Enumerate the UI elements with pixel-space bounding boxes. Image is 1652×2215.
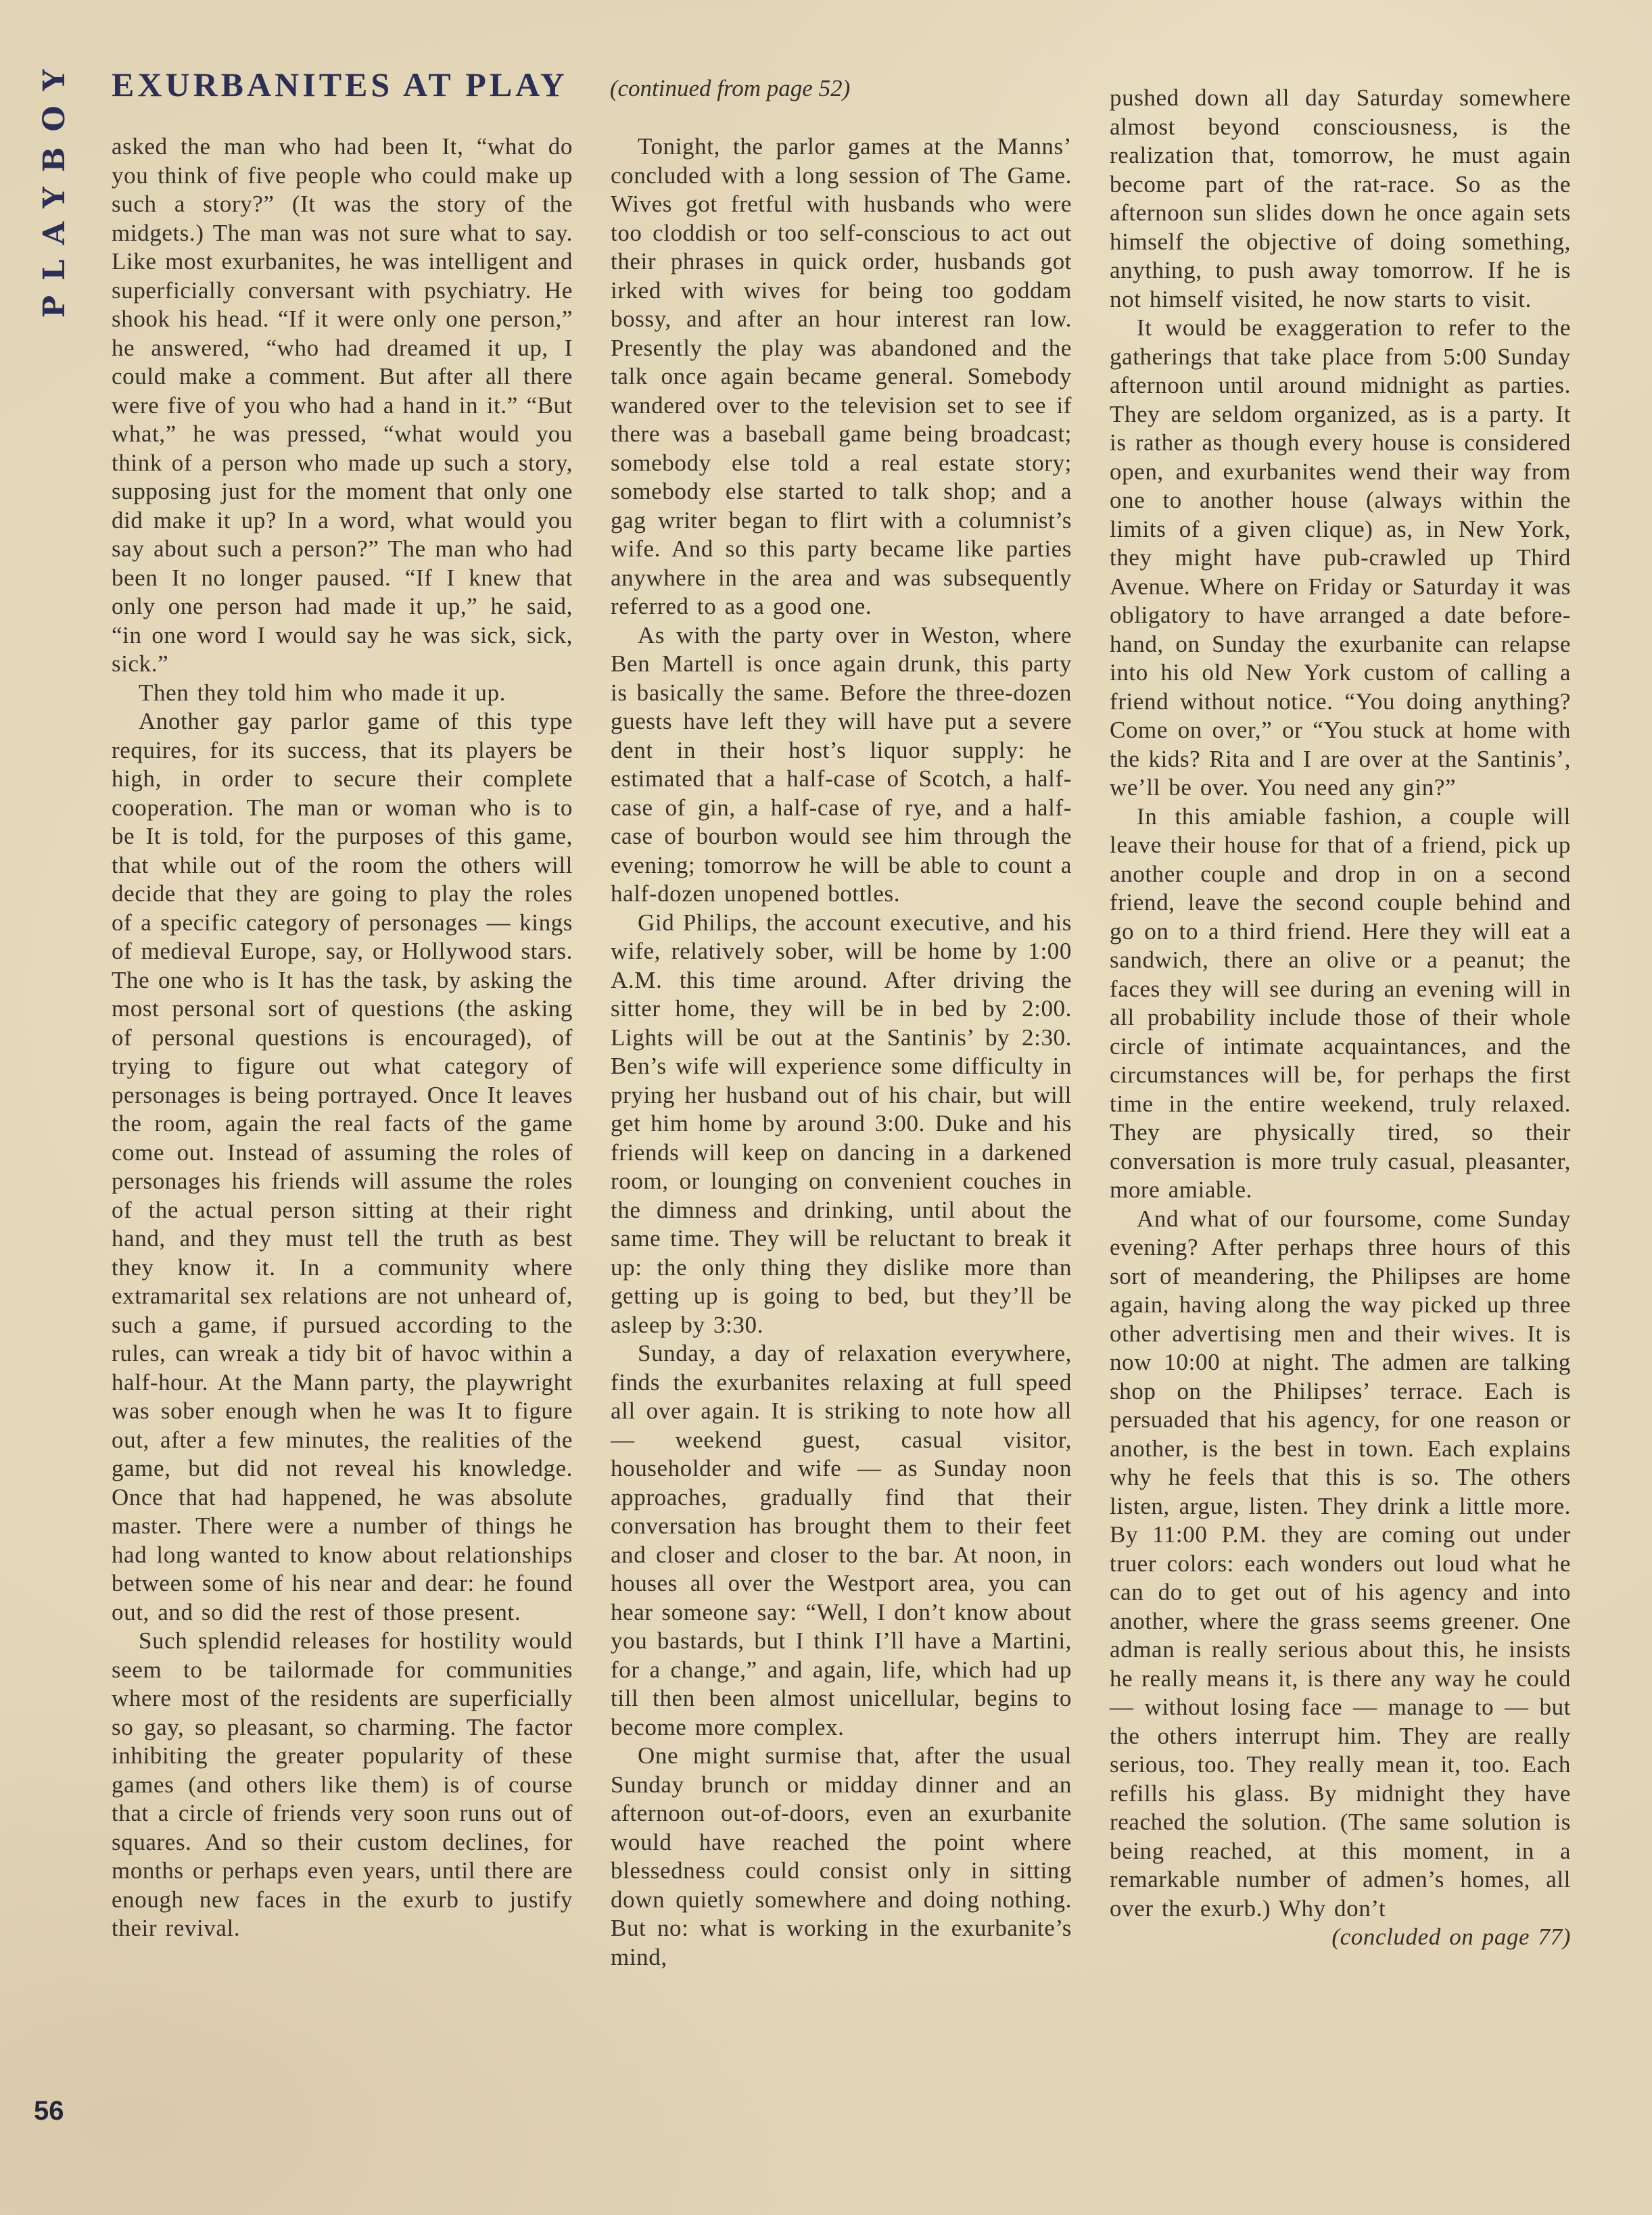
- article-paragraph: pushed down all day Saturday somewhere almost beyond consciousness, is the realization that, tomorrow, he must again become part of the rat-race. So as the afternoon sun slides down he once again sets himself the objective of doing something, anything, to push away tomorrow. If he is not himself visited, he now starts to visit.: [1110, 85, 1571, 312]
- article-header: [112, 65, 850, 104]
- article-paragraph: Such splendid releases for hostility would seem to be tailormade for communities where most of the residents are superficially so gay, so pleasant, so charming. The factor inhibiting the greater popularity of these games (and others like them) is of course that a circle of friends very soon runs out of squares. And so their custom declines, for months or perhaps even years, until there are enough new faces in the exurb to justify their revival.: [112, 1627, 573, 1941]
- magazine-spine-text: PLAYBOY: [37, 54, 72, 318]
- article-paragraph: As with the party over in Weston, where Ben Martell is once again drunk, this party is basically the same. Before the three-dozen guests have left they will have put a severe dent in their host’s liquor supply: he estimated that a half-case of Scotch, a half-case of gin, a half-case of rye, and a half-case of bourbon would see him through the evening; tomorrow he will be able to count a half-dozen unopened bottles.: [611, 621, 1072, 907]
- article-paragraph: Gid Philips, the account executive, and his wife, relatively sober, will be home by 1:00 A.M. this time around. After driving the sitter home, they will be in bed by 2:00. Lights will be out at the Santinis’ by 2:30. Ben’s wife will experience some difficulty in prying her husband out of his chair, but will get him home by around 3:00. Duke and his friends will keep on dancing in a darkened room, or lounging on convenient couches in the dimness and drinking, until about the same time. They will be reluctant to break it up: the only thing they dislike more than getting up is going to bed, but they’ll be asleep by 3:30.: [611, 909, 1072, 1338]
- article-paragraph: One might surmise that, after the usual Sunday brunch or midday dinner and an afternoon out-of-doors, even an exurbanite would have reached the point where blessedness could consist only in sitting down quietly somewhere and doing nothing. But no: what is working in the exurbanite’s mind,: [611, 1742, 1072, 1970]
- article-column-1: [112, 133, 573, 1943]
- article-paragraph: And what of our foursome, come Sunday evening? After perhaps three hours of this sort of meandering, the Philipses are home again, having along the way picked up three other advertising men and their wives. It is now 10:00 at night. The admen are talking shop on the Philipses’ terrace. Each is persuaded that his agency, for one reason or another, is the best in town. Each explains why he feels that this is so. The others listen, argue, listen. They drink a little more. By 11:00 P.M. they are coming out under truer colors: each wonders out loud what he can do to get out of his agency and into another, where the grass seems greener. One adman is really serious about this, he insists he really means it, is there any way he could — without losing face — manage to — but the others interrupt him. They are really serious, too. They really mean it, too. Each refills his glass. By midnight they have reached the solution. (The same solution is being reached, at this moment, in a remarkable number of admen’s homes, all over the exurb.) Why don’t: [1110, 1205, 1571, 1922]
- article-paragraph: Sunday, a day of relaxation everywhere, finds the exurbanites relaxing at full speed all over again. It is striking to note how all — weekend guest, casual visitor, householder and wife — as Sunday noon approaches, gradually find that their conversation has brought them to their feet and closer and closer to the bar. At noon, in houses all over the Westport area, you can hear someone say: “Well, I don’t know about you bastards, but I think I’ll have a Martini, for a change,” and again, life, which had up till then been almost unicellular, begins to become more complex.: [611, 1340, 1072, 1740]
- article-paragraph: Another gay parlor game of this type requires, for its success, that its players be high, in order to secure their complete cooperation. The man or woman who is to be It is told, for the purposes of this game, that while out of the room the others will decide that they are going to play the roles of a specific category of personages — kings of medieval Europe, say, or Hollywood stars. The one who is It has the task, by asking the most personal sort of questions (the asking of personal questions is encouraged), of trying to figure out what category of personages is being portrayed. Once It leaves the room, again the real facts of the game come out. Instead of assuming the roles of personages his friends will assume the roles of the actual person sitting at their right hand, and they must tell the truth as best they know it. In a community where extramarital sex relations are not unheard of, such a game, if pursued according to the rules, can wreak a tidy bit of havoc within a half-hour. At the Mann party, the playwright was sober enough when he was It to figure out, after a few minutes, the realities of the game, but did not reveal his knowledge. Once that had happened, he was absolute master. There were a number of things he had long wanted to know about relationships between some of his near and dear: he found out, and so did the rest of those present.: [112, 708, 573, 1625]
- page-number: 56: [34, 2096, 64, 2126]
- continuation-note: (continued from page 52): [609, 75, 851, 101]
- article-paragraph: Tonight, the parlor games at the Manns’ concluded with a long session of The Game. Wives got fretful with husbands who were too cloddish or too self-conscious to act out their phrases in quick order, husbands got irked with wives for being too goddam bossy, and after an hour interest ran low. Presently the play was abandoned and the talk once again became general. Somebody wandered over to the television set to see if there was a baseball game being broadcast; somebody else told a real estate story; somebody else started to talk shop; and a gag writer began to flirt with a columnist’s wife. And so this party became like parties anywhere in the area and was subsequently referred to as a good one.: [611, 133, 1072, 619]
- article-paragraph: asked the man who had been It, “what do you think of five people who could make up such a story?” (It was the story of the midgets.) The man was not sure what to say. Like most exurbanites, he was intelligent and superficially conversant with psychiatry. He shook his head. “If it were only one person,” he answered, “who had dreamed it up, I could make a comment. But after all there were five of you who had a hand in it.” “But what,” he was pressed, “what would you think of a person who made up such a story, supposing just for the moment that only one did make it up? In a word, what would you say about such a person?” The man who had been It no longer paused. “If I knew that only one person had made it up,” he said, “in one word I would say he was sick, sick, sick.”: [112, 133, 573, 677]
- concluded-note: (concluded on page 77): [1331, 1924, 1571, 1950]
- article-paragraph: In this amiable fashion, a couple will leave their house for that of a friend, pick up another couple and drop in on a second friend, leave the second couple behind and go on to a third friend. Here they will eat a sandwich, there an olive or a peanut; the faces they will see during an evening will in all probability include those of their whole circle of intimate acquaintances, and the circumstances will be, for perhaps the first time in the entire weekend, truly relaxed. They are physically tired, so their conversation is more truly casual, pleasanter, more amiable.: [1110, 803, 1571, 1203]
- article-column-2: [611, 133, 1072, 1972]
- page-title: EXURBANITES AT PLAY: [112, 66, 568, 103]
- article-paragraph: Then they told him who made it up.: [139, 679, 506, 706]
- article-column-3: [1110, 84, 1571, 1952]
- article-paragraph: It would be exaggeration to refer to the gatherings that take place from 5:00 Sunday afternoon until around midnight as parties. They are seldom organized, as is a party. It is rather as though every house is considered open, and exurbanites wend their way from one to another house (always within the limits of a given clique) as, in New York, they might have pub-crawled up Third Avenue. Where on Friday or Saturday it was obligatory to have arranged a date before-hand, on Sunday the exurbanite can relapse into his old New York custom of calling a friend without notice. “You doing anything? Come on over,” or “You stuck at home with the kids? Rita and I are over at the Santinis’, we’ll be over. You need any gin?”: [1110, 314, 1571, 801]
